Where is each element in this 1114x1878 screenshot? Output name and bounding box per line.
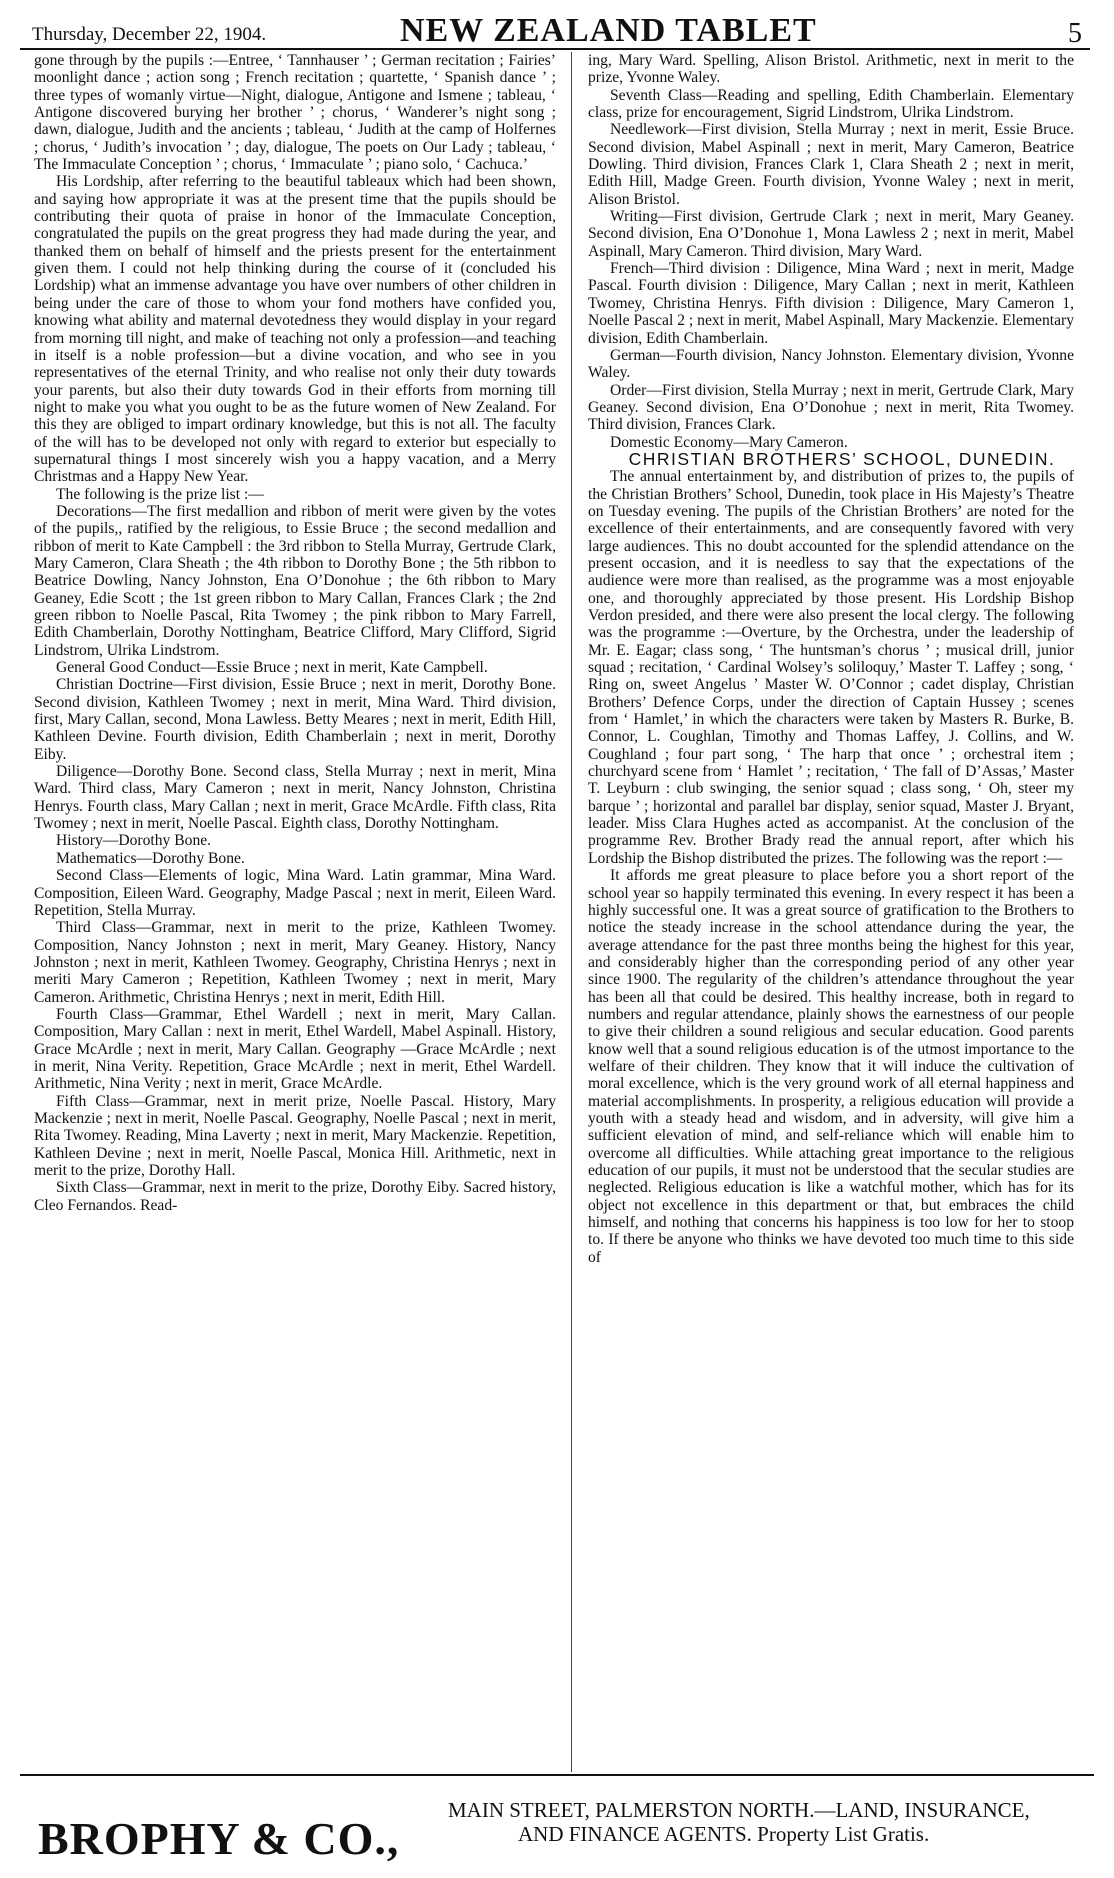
prize-paragraph: Domestic Economy—Mary Cameron.: [610, 433, 848, 451]
prize-paragraph: History—Dorothy Bone.: [56, 832, 212, 850]
masthead: [20, 8, 1090, 50]
prize-paragraph: German—Fourth division, Nancy Johnston. Elementary division, Yvonne Waley.: [588, 346, 1074, 382]
prize-paragraph: General Good Conduct—Essie Bruce ; next in merit, Kate Campbell.: [56, 659, 488, 677]
column-divider: [571, 52, 572, 1772]
prize-paragraph: Sixth Class—Grammar, next in merit to the prize, Dorothy Eiby. Sacred history, Cleo Fernandos. Read-: [34, 1179, 556, 1214]
advertiser-name: BROPHY & CO.,: [38, 1813, 400, 1864]
prize-paragraph: French—Third division : Diligence, Mina Ward ; next in merit, Madge Pascal. Fourth division : Diligence, Mary Callan ; next in merit, Kathleen Twomey, Christina Henrys. Fifth division : Diligence, Mary Cameron 1, Noelle Pascal 2 ; next in merit, Mabel Aspinall, Mary Mackenzie. Elementary division, Edith Chamberlain.: [588, 260, 1074, 347]
advertiser-address: MAIN STREET, PALMERSTON NORTH.—LAND, INSURANCE,: [448, 1798, 1030, 1822]
prize-paragraph: Seventh Class—Reading and spelling, Edith Chamberlain. Elementary class, prize for encouragement, Sigrid Lindstrom, Ulrika Lindstrom.: [588, 86, 1074, 122]
prize-paragraph: Decorations—The first medallion and ribbon of merit were given by the votes of the pupils,, ratified by the religious, to Essie Bruce ; the second medallion and ribbon of merit to Kate Campbell : the 3rd ribbon to Stella Murray, Gertrude Clark, Mary Cameron, Clara Sheath ; the 4th ribbon to Dorothy Bone ; the 5th ribbon to Beatrice Dowling, Nancy Johnston, Ena O’Donohue ; the 6th ribbon to Mary Geaney, Edie Scott ; the 1st green ribbon to Mary Callan, Frances Clark ; the 2nd green ribbon to Noelle Pascal, Rita Twomey ; the pink ribbon to Mary Farrell, Edith Chamberlain, Dorothy Nottingham, Beatrice Clifford, Mary Clifford, Sigrid Lindstrom, Ulrika Lindstrom.: [34, 502, 556, 659]
prize-paragraph: Mathematics—Dorothy Bone.: [56, 849, 245, 867]
right-column: [588, 52, 1074, 1266]
article-paragraph: gone through by the pupils :—Entree, ‘ Tannhauser ’ ; German recitation ; Fairies’ moonlight dance ; action song ; French recitation ; quartette, ‘ Spanish dance ’ ; three types of womanly virtue—Night, dialogue, Antigone and Ismene ; tableau, ‘ Antigone discovered burying her brother ’ ; chorus, ‘ Wanderer’s night song ; dawn, dialogue, Judith and the ancients ; tableau, ‘ Judith at the camp of Holfernes ; chorus, ‘ Judith’s invocation ’ ; day, dialogue, The poets on Our Lady ; tableau, ‘ The Immaculate Conception ’ ; chorus, ‘ Immaculate ’ ; piano solo, ‘ Cachuca.’: [34, 52, 556, 174]
prize-paragraph: Writing—First division, Gertrude Clark ; next in merit, Mary Geaney. Second division, Ena O’Donohue 1, Mona Lawless 2 ; next in merit, Mabel Aspinall, Mary Cameron. Third division, Mary Ward.: [588, 208, 1074, 260]
prize-paragraph: Order—First division, Stella Murray ; next in merit, Gertrude Clark, Mary Geaney. Second division, Ena O’Donohue ; next in merit, Rita Twomey. Third division, Frances Clark.: [588, 381, 1074, 434]
advertisement: [38, 1792, 1088, 1862]
prize-paragraph: Second Class—Elements of logic, Mina Ward. Latin grammar, Mina Ward. Composition, Eileen Ward. Geography, Madge Pascal ; next in merit, Eileen Ward. Repetition, Stella Murray.: [34, 867, 556, 919]
page-number: 5: [1068, 18, 1082, 49]
issue-date: Thursday, December 22, 1904.: [32, 24, 267, 45]
prize-paragraph: Diligence—Dorothy Bone. Second class, Stella Murray ; next in merit, Mina Ward. Third class, Mary Cameron ; next in merit, Nancy Johnston, Christina Henrys. Fourth class, Mary Callan ; next in merit, Grace McArdle. Fifth class, Rita Twomey ; next in merit, Noelle Pascal. Eighth class, Dorothy Nottingham.: [34, 763, 556, 833]
prize-paragraph: Third Class—Grammar, next in merit to the prize, Kathleen Twomey. Composition, Nancy Johnston ; next in merit, Mary Geaney. History, Nancy Johnston ; next in merit, Kathleen Twomey. Geography, Christina Henrys ; next in meriti Mary Cameron ; Repetition, Kathleen Twomey ; next in merit, Mary Cameron. Arithmetic, Christina Henrys ; next in merit, Edith Hill.: [34, 919, 556, 1006]
newspaper-title: NEW ZEALAND TABLET: [400, 12, 817, 49]
prize-paragraph: Fourth Class—Grammar, Ethel Wardell ; next in merit, Mary Callan. Composition, Mary Callan : next in merit, Ethel Wardell, Mabel Aspinall. History, Grace McArdle ; next in merit, Mary Callan. Geography —Grace McArdle ; next in merit, Nina Verity. Repetition, Grace McArdle ; next in merit, Ethel Wardell. Arithmetic, Nina Verity ; next in merit, Grace McArdle.: [34, 1005, 556, 1093]
section-heading: CHRISTIAN BROTHERS’ SCHOOL, DUNEDIN.: [628, 448, 1056, 469]
advertiser-services: AND FINANCE AGENTS. Property List Gratis.: [518, 1822, 930, 1846]
article-paragraph: The annual entertainment by, and distribution of prizes to, the pupils of the Christian Brothers’ School, Dunedin, took place in His Majesty’s Theatre on Tuesday evening. The pupils of the Christian Brothers’ are noted for the excellence of their entertainments, and are consequently favored with very large audiences. This no doubt accounted for the splendid attendance on the present occasion, and it is needless to say that the expectations of the audience were more than realised, as the programme was a most enjoyable one, and thoroughly appreciated by those present. His Lordship Bishop Verdon presided, and there were also present the local clergy. The following was the programme :—Overture, by the Orchestra, under the leadership of Mr. E. Eagar; class song, ‘ The huntsman’s chorus ’ ; musical drill, junior squad ; recitation, ‘ Cardinal Wolsey’s soliloquy,’ Master T. Laffey ; song, ‘ Ring on, sweet Angelus ’ Master W. O’Connor ; cadet display, Christian Brothers’ Defence Corps, under the direction of Captain Hussey ; scenes from ‘ Hamlet,’ in which the characters were taken by Masters R. Burke, B. Connor, L. Coughlan, Timothy and Thomas Laffey, J. Collins, and W. Coughland ; four part song, ‘ The harp that once ’ ; orchestral item ; churchyard scene from ‘ Hamlet ’ ; recitation, ‘ The fall of D’Assas,’ Master T. Leyburn : club swinging, the senior squad ; class song, ‘ Oh, steer my barque ’ ; horizontal and parallel bar display, senior squad, Master J. Bryant, leader. Miss Clara Hughes acted as accompanist. At the conclusion of the programme Rev. Brother Brady read the annual report, after which his Lordship the Bishop distributed the prizes. The following was the report :—: [588, 468, 1074, 867]
prize-paragraph: Fifth Class—Grammar, next in merit prize, Noelle Pascal. History, Mary Mackenzie ; next in merit, Noelle Pascal. Geography, Noelle Pascal ; next in merit, Rita Twomey. Reading, Mina Laverty ; next in merit, Mary Mackenzie. Repetition, Kathleen Devine ; next in merit, Noelle Pascal, Monica Hill. Arithmetic, next in merit to the prize, Dorothy Hall.: [34, 1092, 556, 1179]
prize-paragraph: Needlework—First division, Stella Murray ; next in merit, Essie Bruce. Second division, Mabel Aspinall ; next in merit, Mary Cameron, Beatrice Dowling. Third division, Frances Clark 1, Clara Sheath 2 ; next in merit, Edith Hill, Madge Green. Fourth division, Yvonne Waley ; next in merit, Alison Bristol.: [588, 121, 1074, 208]
prize-paragraph: Christian Doctrine—First division, Essie Bruce ; next in merit, Dorothy Bone. Second division, Kathleen Twomey ; next in merit, Mina Ward. Third division, first, Mary Callan, second, Mona Lawless. Betty Meares ; next in merit, Edith Hill, Kathleen Devine. Fourth division, Edith Chamberlain ; next in merit, Dorothy Eiby.: [34, 676, 556, 763]
article-paragraph: The following is the prize list :—: [56, 485, 264, 503]
left-column: [34, 52, 556, 1214]
prize-paragraph: ing, Mary Ward. Spelling, Alison Bristol. Arithmetic, next in merit to the prize, Yvonne Waley.: [588, 52, 1074, 87]
footer-divider: [20, 1774, 1094, 1776]
article-paragraph: His Lordship, after referring to the beautiful tableaux which had been shown, and saying how appropriate it was at the present time that the pupils should be contributing their quota of praise in honor of the Immaculate Conception, congratulated the pupils on the great progress they had made during the year, and thanked them on behalf of himself and the priests present for the entertainment given them. I could not help thinking during the course of it (concluded his Lordship) what an immense advantage you have over numbers of other children in being under the care of those to whom your fond mothers have confided you, knowing what ability and maternal devotedness they would display in your regard from morning till night, and make of teaching not only a profession—and teaching in itself is a noble profession—but a divine vocation, and who see in you representatives of the eternal Trinity, and who realise not only their duty towards your parents, but also their duty towards God in their efforts from morning till night to make you what you ought to be as the future women of New Zealand. For this they are obliged to impart ordinary knowledge, but this is not all. The faculty of the will has to be developed not only with regard to exterior but especially to supernatural things I most sincerely wish you a happy vacation, and a Merry Christmas and a Happy New Year.: [34, 173, 556, 486]
article-paragraph: It affords me great pleasure to place before you a short report of the school year so happily terminated this evening. In every respect it has been a highly successful one. It was a great source of gratification to the Brothers to notice the steady increase in the school attendance during the year, the average attendance for the past three months being the highest for this year, and considerably higher than the corresponding period of any other year since 1900. The regularity of the children’s attendance throughout the year has been all that could be desired. This healthy increase, both in regard to numbers and regular attendance, plainly shows the earnestness of our people to give their children a sound religious and secular education. Good parents know well that a sound religious education is of the utmost importance to the welfare of their children. They know that it will induce the cultivation of moral excellence, which is the very ground work of all eternal happiness and material accomplishments. In prosperity, a religious education will provide a youth with a steady head and wisdom, and in adversity, will give him a sufficient elevation of mind, and self-reliance which will enable him to overcome all difficulties. While attaching great importance to the religious education of our pupils, it must not be understood that the secular studies are neglected. Religious education is like a watchful mother, which has for its object not excellence in this department or that, but embraces the child himself, and nothing that concerns his happiness is too low for her to stoop to. If there be anyone who thinks we have devoted too much time to this side of: [588, 867, 1074, 1266]
